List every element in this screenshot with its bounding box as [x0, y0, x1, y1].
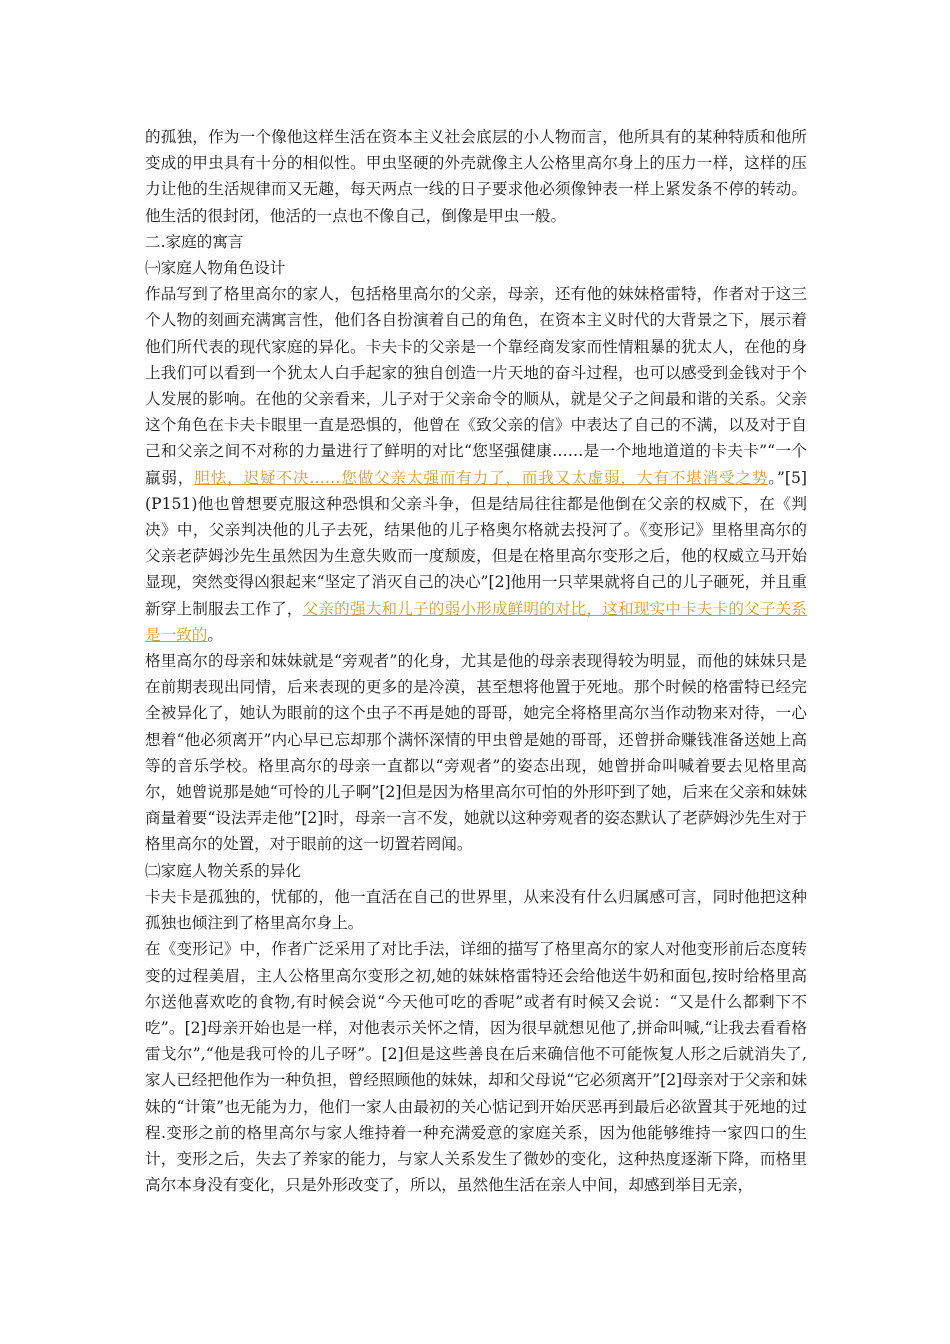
highlighted-quote-link[interactable]: 胆怯，迟疑不决……您做父亲太强而有力了，而我又太虚弱，大有不堪消受之势: [194, 468, 769, 487]
subheading-character-design: ㈠家庭人物角色设计: [145, 259, 286, 278]
paragraph-father-text-a: 作品写到了格里高尔的家人，包括格里高尔的父亲，母亲，还有他的妹妹格雷特，作者对于这三个人物的刻画充满寓言性，他们各自扮演着自己的角色，在资本主义时代的大背景之下，展示着他们所代表的现代家庭的异化。卡夫卡的父亲是一个靠经商发家而性情粗暴的犹太人，在他的身上我们可以看到一个犹太人白手起家的独自创造一片天地的奋斗过程，也可以感受到金钱对于个人发展的影响。在他的父亲看来，儿子对于父亲命令的顺从，就是父子之间最和谐的关系。父亲这个角色在卡夫卡眼里一直是恐惧的，他曾在《致父亲的信》中表达了自己的不满，以及对于自己和父亲之间不对称的力量进行了鲜明的对比“您坚强健康……是一个地地道道的卡夫卡”“一个羸弱，: [145, 285, 807, 487]
highlighted-contrast-link[interactable]: 父亲的强大和儿子的弱小形成鲜明的对比，这和现实中卡夫卡的父子关系是一致的: [145, 599, 807, 644]
paragraph-father: [145, 281, 807, 648]
paragraph-father-text-b: 。”[5](P151)他也曾想要克服这种恐惧和父亲斗争，但是结局往往都是他倒在父亲的权威下，在《判决》中，父亲判决他的儿子去死，结果他的儿子格奥尔格就去投河了。《变形记》里格里高尔的父亲老萨姆沙先生虽然因为生意失败而一度颓废，但是在格里高尔变形之后，他的权威立马开始显现，突然变得凶狠起来“坚定了消灭自己的决心”[2]他用一只苹果就将自己的儿子砸死，并且重新穿上制服去工作了，: [145, 468, 807, 618]
paragraph-father-text-c: 。: [207, 625, 223, 644]
section-heading-family-allegory: 二.家庭的寓言: [145, 232, 244, 251]
document-body: [145, 124, 807, 1198]
paragraph-loneliness: 的孤独，作为一个像他这样生活在资本主义社会底层的小人物而言，他所具有的某种特质和他所变成的甲虫具有十分的相似性。甲虫坚硬的外壳就像主人公格里高尔身上的压力一样，这样的压力让他的生活规律而又无趣，每天两点一线的日子要求他必须像钟表一样上紧发条不停的转动。他生活的很封闭，他活的一点也不像自己，倒像是甲虫一般。: [145, 128, 807, 225]
subheading-relationship-alienation: ㈡家庭人物关系的异化: [145, 861, 301, 880]
paragraph-mother-sister: 格里高尔的母亲和妹妹就是“旁观者”的化身，尤其是他的母亲表现得较为明显，而他的妹妹只是在前期表现出同情，后来表现的更多的是冷漠，甚至想将他置于死地。那个时候的格雷特已经完全被异化了，她认为眼前的这个虫子不再是她的哥哥，她完全将格里高尔当作动物来对待，一心想着“他必须离开”内心早已忘却那个满怀深情的甲虫曾是她的哥哥，还曾拼命赚钱准备送她上高等的音乐学校。格里高尔的母亲一直都以“旁观者”的姿态出现，她曾拼命叫喊着要去见格里高尔，她曾说那是她“可怜的儿子啊”[2]但是因为格里高尔可怕的外形吓到了她，后来在父亲和妹妹商量着要“设法弄走他”[2]时，母亲一言不发，她就以这种旁观者的姿态默认了老萨姆沙先生对于格里高尔的处置，对于眼前的这一切置若罔闻。: [145, 652, 807, 854]
paragraph-kafka-loneliness: 卡夫卡是孤独的，忧郁的，他一直活在自己的世界里，从来没有什么归属感可言，同时他把这种孤独也倾注到了格里高尔身上。: [145, 887, 807, 933]
paragraph-contrast-technique: 在《变形记》中，作者广泛采用了对比手法，详细的描写了格里高尔的家人对他变形前后态度转变的过程美眉，主人公格里高尔变形之初,她的妹妹格雷特还会给他送牛奶和面包,按时给格里高尔送他喜欢吃的食物,有时候会说“今天他可吃的香呢”或者有时候又会说：“又是什么都剩下不吃”。[2]母亲开始也是一样，对他表示关怀之情，因为很早就想见他了,拼命叫喊,“让我去看看格雷戈尔”,“他是我可怜的儿子呀”。[2]但是这些善良在后来确信他不可能恢复人形之后就消失了,家人已经把他作为一种负担，曾经照顾他的妹妹，却和父母说“它必须离开”[2]母亲对于父亲和妹妹的“计策”也无能为力，他们一家人由最初的关心惦记到开始厌恶再到最后必欲置其于死地的过程.变形之前的格里高尔与家人维持着一种充满爱意的家庭关系，因为他能够维持一家四口的生计，变形之后，失去了养家的能力，与家人关系发生了微妙的变化，这种热度逐渐下降，而格里高尔本身没有变化，只是外形改变了，所以，虽然他生活在亲人中间，却感到举目无亲，: [145, 940, 807, 1195]
